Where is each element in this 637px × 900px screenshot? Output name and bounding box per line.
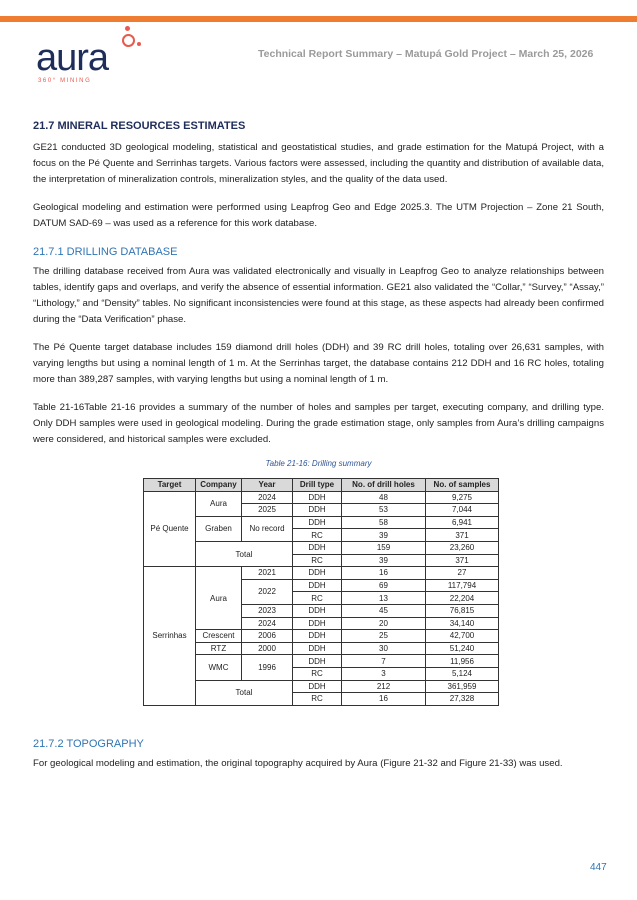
- cell-drill-holes: 48: [342, 491, 426, 504]
- running-header: Technical Report Summary – Matupá Gold Project – March 25, 2026: [258, 48, 594, 60]
- subsection-heading: 21.7.1 DRILLING DATABASE: [33, 246, 178, 258]
- cell-company: Total: [196, 680, 293, 705]
- cell-company: WMC: [196, 655, 242, 680]
- table-header-row: [144, 479, 499, 492]
- table-caption: Table 21-16: Drilling summary: [265, 459, 372, 468]
- cell-drill-type: DDH: [293, 491, 342, 504]
- cell-samples: 76,815: [426, 604, 499, 617]
- cell-year: 2023: [242, 604, 293, 617]
- cell-samples: 11,956: [426, 655, 499, 668]
- table-row: [144, 655, 499, 668]
- cell-year: 2024: [242, 491, 293, 504]
- cell-samples: 22,204: [426, 592, 499, 605]
- page-number: 447: [590, 862, 607, 873]
- cell-year: 2021: [242, 567, 293, 580]
- logo-dot: [125, 26, 130, 31]
- cell-year: 2022: [242, 579, 293, 604]
- column-header: Drill type: [293, 479, 342, 492]
- cell-drill-holes: 53: [342, 504, 426, 517]
- logo-wordmark: aura: [36, 37, 109, 79]
- table-row: [144, 516, 499, 529]
- cell-samples: 27: [426, 567, 499, 580]
- cell-company: Crescent: [196, 630, 242, 643]
- cell-drill-type: DDH: [293, 642, 342, 655]
- cell-samples: 7,044: [426, 504, 499, 517]
- cell-drill-holes: 39: [342, 554, 426, 567]
- cell-drill-type: DDH: [293, 516, 342, 529]
- cell-samples: 117,794: [426, 579, 499, 592]
- column-header: No. of drill holes: [342, 479, 426, 492]
- cell-drill-type: DDH: [293, 567, 342, 580]
- cell-year: 2000: [242, 642, 293, 655]
- cell-drill-holes: 16: [342, 693, 426, 706]
- cell-drill-type: RC: [293, 554, 342, 567]
- cell-drill-type: RC: [293, 592, 342, 605]
- cell-samples: 371: [426, 554, 499, 567]
- cell-samples: 5,124: [426, 667, 499, 680]
- subsection-heading: 21.7.2 TOPOGRAPHY: [33, 737, 144, 750]
- cell-drill-type: DDH: [293, 630, 342, 643]
- cell-target: Pé Quente: [144, 491, 196, 567]
- cell-company: Aura: [196, 491, 242, 516]
- cell-drill-holes: 3: [342, 667, 426, 680]
- cell-samples: 42,700: [426, 630, 499, 643]
- cell-samples: 6,941: [426, 516, 499, 529]
- paragraph: The Pé Quente target database includes 159 diamond drill holes (DDH) and 39 RC drill holes, totaling over 26,631 samples, with varying lengths but using a nominal length of 1 m. At the Serrinhas target, the database contains 212 DDH and 16 RC holes, totaling more than 389,287 samples, with varying lengths but using a nominal length of 1 m.: [33, 342, 604, 385]
- cell-drill-type: DDH: [293, 604, 342, 617]
- column-header: Year: [242, 479, 293, 492]
- cell-drill-type: DDH: [293, 541, 342, 554]
- cell-drill-holes: 16: [342, 567, 426, 580]
- header-accent-bar: [0, 16, 637, 22]
- cell-year: 2006: [242, 630, 293, 643]
- cell-drill-holes: 159: [342, 541, 426, 554]
- cell-drill-holes: 25: [342, 630, 426, 643]
- table-row: [144, 630, 499, 643]
- cell-samples: 371: [426, 529, 499, 542]
- cell-year: 2024: [242, 617, 293, 630]
- paragraph: GE21 conducted 3D geological modeling, statistical and geostatistical studies, and grade estimation for the Matupá Project, with a focus on the Pé Quente and Serrinhas targets. Various factors were assessed, including the quantity and distribution of available data, the interpretation of mineralization controls, mineralization styles, and the quality of the data used.: [33, 142, 604, 185]
- cell-samples: 23,260: [426, 541, 499, 554]
- table-row: [144, 491, 499, 504]
- cell-year: 2025: [242, 504, 293, 517]
- cell-company: RTZ: [196, 642, 242, 655]
- cell-drill-type: DDH: [293, 680, 342, 693]
- cell-drill-holes: 45: [342, 604, 426, 617]
- logo-tagline: 360° MINING: [38, 78, 92, 84]
- section-heading: 21.7 MINERAL RESOURCES ESTIMATES: [33, 120, 246, 132]
- cell-target: Serrinhas: [144, 567, 196, 706]
- cell-year: No record: [242, 516, 293, 541]
- cell-drill-holes: 39: [342, 529, 426, 542]
- cell-company: Graben: [196, 516, 242, 541]
- cell-drill-holes: 69: [342, 579, 426, 592]
- cell-drill-holes: 20: [342, 617, 426, 630]
- paragraph: Table 21-16Table 21-16 provides a summary of the number of holes and samples per target, executing company, and drilling type. Only DDH samples were used in geological modeling. During the grade estimation stage, only samples from Aura’s drilling campaigns were considered, and historical samples were excluded.: [33, 402, 604, 445]
- logo-ring: [122, 34, 135, 47]
- cell-drill-type: DDH: [293, 579, 342, 592]
- paragraph: The drilling database received from Aura was validated electronically and visually in Leapfrog Geo to analyze relationships between tables, identify gaps and overlaps, and verify the absence of essential information. GE21 also validated the “Collar,” “Survey,” “Assay,” “Lithology,” and “Density” tables. No significant inconsistencies were found at this stage, as these aspects had already been confirmed during the “Data Verification” phase.: [33, 266, 604, 325]
- drilling-summary-table: [143, 478, 499, 706]
- cell-drill-holes: 212: [342, 680, 426, 693]
- table-row: [144, 541, 499, 554]
- table-row: [144, 680, 499, 693]
- cell-samples: 361,959: [426, 680, 499, 693]
- cell-drill-type: RC: [293, 529, 342, 542]
- cell-company: Aura: [196, 567, 242, 630]
- cell-samples: 27,328: [426, 693, 499, 706]
- paragraph: Geological modeling and estimation were performed using Leapfrog Geo and Edge 2025.3. The UTM Projection – Zone 21 South, DATUM SAD-69 – was used as a reference for this work database.: [33, 202, 604, 229]
- cell-drill-type: DDH: [293, 617, 342, 630]
- cell-drill-holes: 58: [342, 516, 426, 529]
- cell-company: Total: [196, 541, 293, 566]
- cell-drill-type: DDH: [293, 504, 342, 517]
- cell-drill-type: RC: [293, 693, 342, 706]
- logo-dot: [137, 42, 141, 46]
- cell-drill-type: DDH: [293, 655, 342, 668]
- table-row: [144, 567, 499, 580]
- column-header: No. of samples: [426, 479, 499, 492]
- cell-samples: 34,140: [426, 617, 499, 630]
- table-row: [144, 642, 499, 655]
- cell-drill-holes: 7: [342, 655, 426, 668]
- paragraph: For geological modeling and estimation, the original topography acquired by Aura (Figure 21-32 and Figure 21-33) was used.: [33, 757, 563, 769]
- cell-drill-holes: 13: [342, 592, 426, 605]
- cell-samples: 9,275: [426, 491, 499, 504]
- column-header: Company: [196, 479, 242, 492]
- aura-logo: [36, 26, 156, 88]
- cell-drill-type: RC: [293, 667, 342, 680]
- cell-year: 1996: [242, 655, 293, 680]
- cell-drill-holes: 30: [342, 642, 426, 655]
- cell-samples: 51,240: [426, 642, 499, 655]
- column-header: Target: [144, 479, 196, 492]
- page-body: [33, 118, 604, 784]
